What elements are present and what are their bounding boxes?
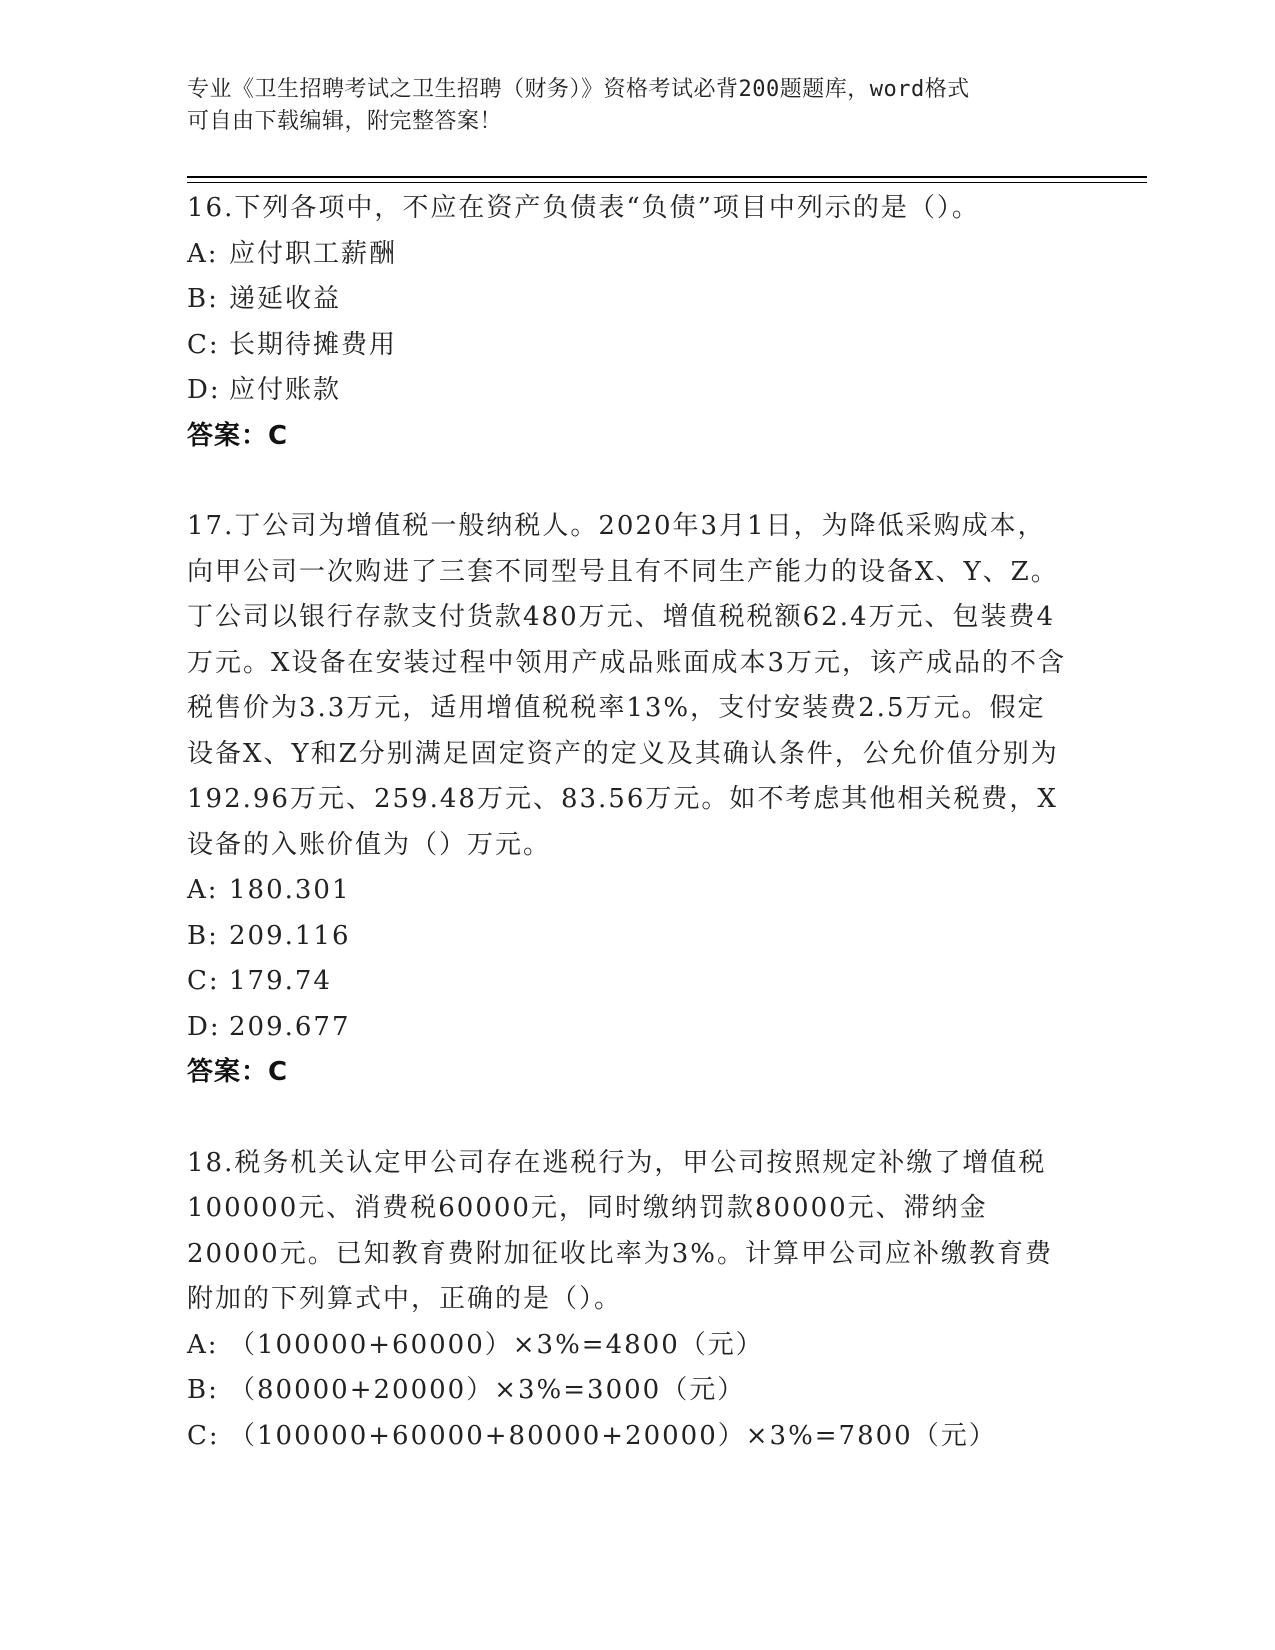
option-key: C: [187, 1420, 220, 1451]
question-list [187, 186, 1067, 1459]
question-stem: 18.税务机关认定甲公司存在逃税行为，甲公司按照规定补缴了增值税100000元、消费税60000元，同时缴纳罚款80000元、滞纳金20000元。已知教育费附加征收比率为3%。计算甲公司应补缴教育费附加的下列算式中，正确的是（）。 [187, 1147, 1053, 1314]
option-key: A: [187, 875, 219, 905]
question-18 [187, 1141, 1067, 1460]
option-text: 209.677 [229, 1011, 351, 1042]
option-text: 递延收益 [229, 284, 342, 314]
option-text: （100000+60000）×3%=4800（元） [229, 1329, 764, 1360]
option-a [187, 232, 1067, 278]
header-divider-thick [187, 176, 1147, 178]
option-text: 180.301 [229, 875, 351, 905]
option-key: C: [187, 329, 220, 360]
answer-line: 答案：C [187, 420, 289, 451]
option-b [187, 277, 1067, 323]
option-c [187, 323, 1067, 369]
header-divider-thin [187, 182, 1147, 183]
spacer [187, 459, 1067, 504]
option-text: 209.116 [229, 920, 351, 951]
option-text: 应付账款 [229, 375, 342, 405]
option-text: （100000+60000+80000+20000）×3%=7800（元） [229, 1420, 997, 1451]
option-key: B: [187, 1375, 219, 1405]
question-17 [187, 504, 1067, 1096]
option-key: B: [187, 284, 219, 314]
option-text: 应付职工薪酬 [229, 238, 398, 269]
option-b [187, 914, 1067, 960]
option-d [187, 368, 1067, 414]
option-a [187, 1323, 1067, 1369]
answer-line: 答案：C [187, 1057, 289, 1087]
option-text: 179.74 [229, 966, 332, 996]
option-c [187, 1414, 1067, 1460]
option-key: A: [187, 238, 219, 269]
option-key: A: [187, 1329, 219, 1360]
header-line-1: 专业《卫生招聘考试之卫生招聘（财务）》资格考试必背200题题库，word格式 [187, 77, 970, 102]
option-text: （80000+20000）×3%=3000（元） [229, 1375, 746, 1405]
question-stem: 17.丁公司为增值税一般纳税人。2020年3月1日，为降低采购成本，向甲公司一次购进了三套不同型号且有不同生产能力的设备X、Y、Z。丁公司以银行存款支付货款480万元、增值税税额62.4万元、包装费4万元。X设备在安装过程中领用产成品账面成本3万元，该产成品的不含税售价为3.3万元，适用增值税税率13%，支付安装费2.5万元。假定设备X、Y和Z分别满足固定资产的定义及其确认条件，公允价值分别为192.96万元、259.48万元、83.56万元。如不考虑其他相关税费，X设备的入账价值为（）万元。 [187, 511, 1067, 860]
header-line-2: 可自由下载编辑，附完整答案！ [187, 109, 503, 134]
document-header [187, 74, 1067, 138]
spacer [187, 1096, 1067, 1141]
option-key: B: [187, 920, 219, 951]
option-text: 长期待摊费用 [229, 329, 398, 360]
option-b [187, 1368, 1067, 1414]
question-16 [187, 186, 1067, 459]
option-c [187, 959, 1067, 1005]
option-a [187, 868, 1067, 914]
option-key: D: [187, 375, 221, 405]
option-key: D: [187, 1011, 221, 1042]
option-d [187, 1005, 1067, 1051]
question-stem: 16.下列各项中，不应在资产负债表“负债”项目中列示的是（）。 [187, 193, 980, 223]
option-key: C: [187, 966, 220, 996]
